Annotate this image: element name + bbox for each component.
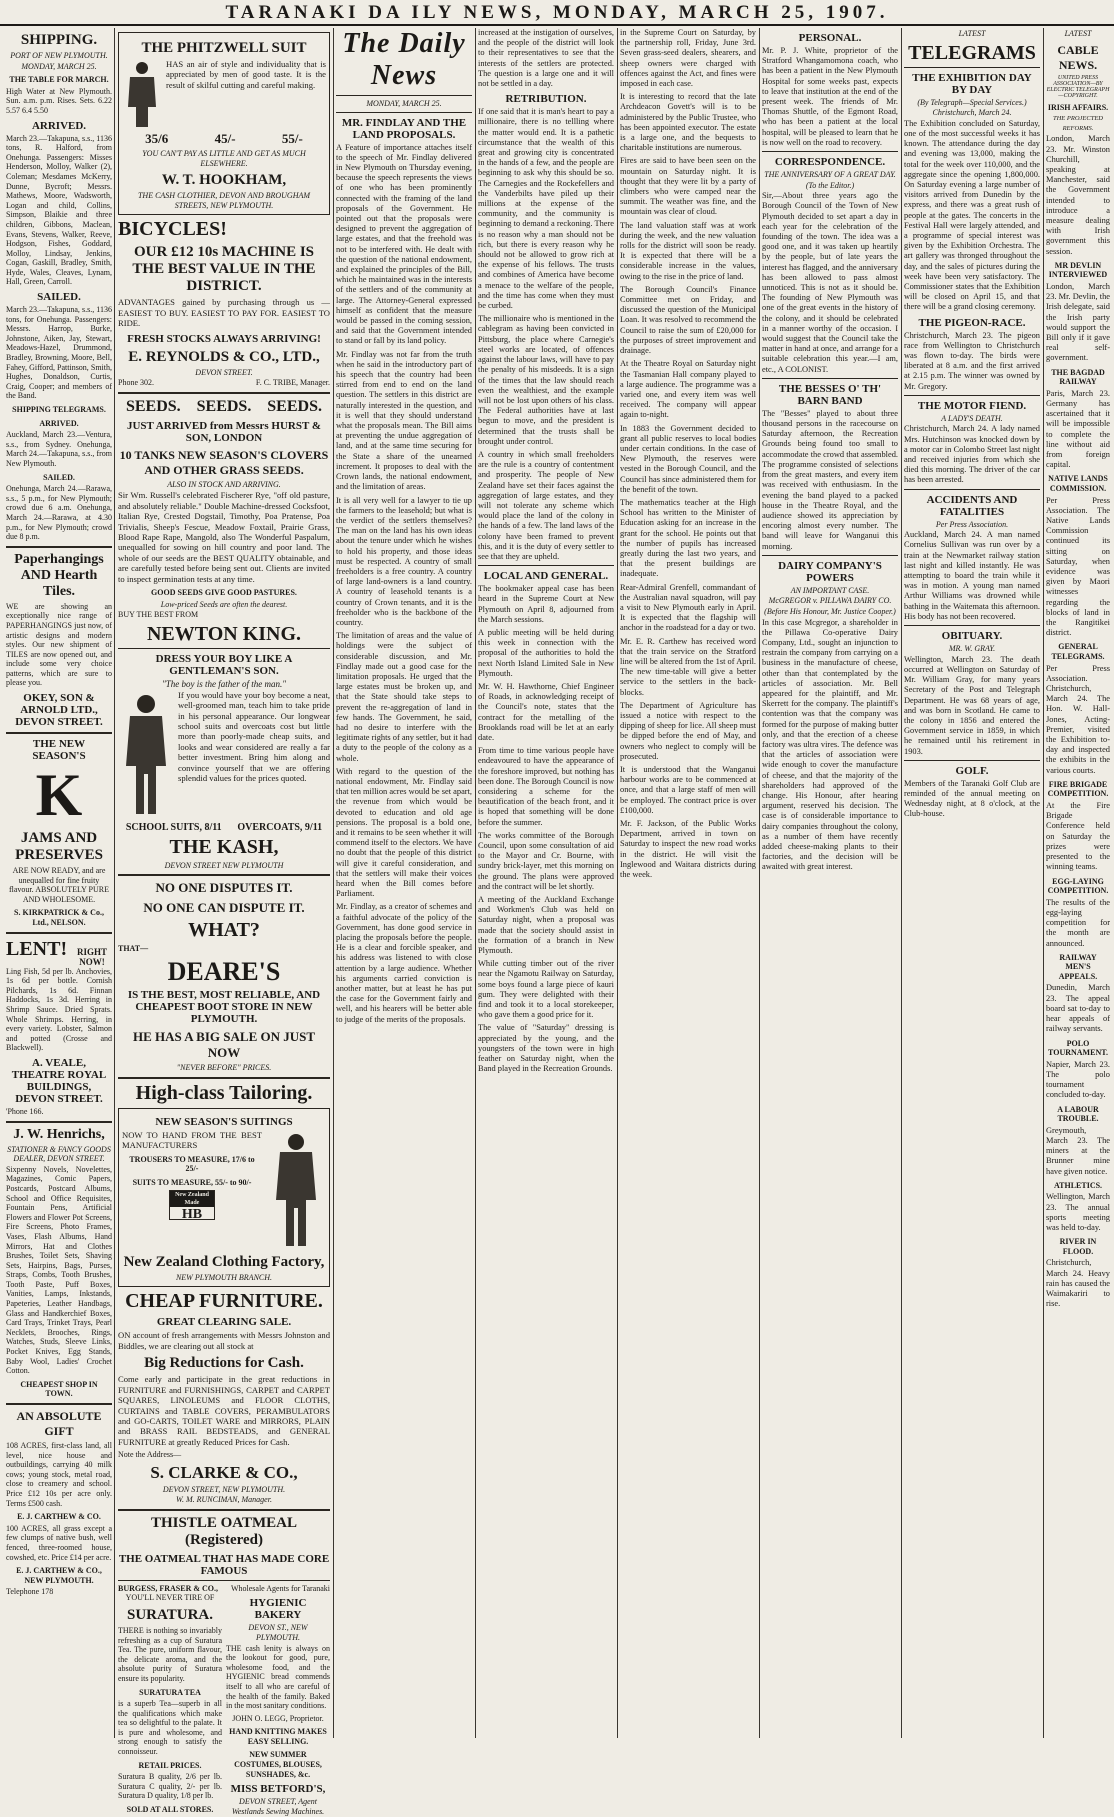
column-retribution-local: [478, 28, 614, 1738]
golf-text: Members of the Taranaki Golf Club are reminded of the annual meeting on Wednesday night, at 8 o'clock, at the Club-house.: [904, 778, 1040, 819]
reynolds-manager: F. C. TRIBE, Manager.: [255, 378, 330, 388]
suratura-tea: SURATURA TEA: [139, 1687, 201, 1697]
obituary-sub: MR. W. GRAY.: [948, 644, 996, 654]
local-item: While cutting timber out of the river near the Ngamotu Railway on Saturday, some boys found a large piece of kauri gum. They were delighted with their find and took it to a local storekeeper, who gave them a good price for it.: [478, 959, 614, 1020]
hygienic-owner: JOHN O. LEGG, Proprietor.: [232, 1713, 324, 1723]
suratura-pre: YOU'LL NEVER TIRE OF: [125, 1593, 215, 1603]
paperhangings-text: WE are showing an exceptionally nice range of PAPERHANGINGS just now, of artistic designs and modern styles. Our new shipment of TILES are now opened out, and include some very choice patterns, which are sure to please you.: [6, 601, 112, 688]
nz-factory: New Zealand Clothing Factory,: [123, 1253, 325, 1270]
athletics-heading: ATHLETICS.: [1053, 1180, 1103, 1190]
telegrams-heading: TELEGRAMS: [908, 41, 1036, 64]
accidents-sub: Per Press Association.: [935, 519, 1009, 529]
article-paragraph: The millionaire who is mentioned in the cablegram as having been convicted in Pittsburg, the place where Carnegie's steel works are located, of offences against the labour laws, will have to pay the penalty of his misdeeds. It is a sign of the times that the law should reach even the wealthiest, and the example will not be lost upon others of his class. The Federal authorities have at last begun to move, and the president is determined that the trusts shall be brought under control.: [478, 314, 614, 446]
pigeon-text: Christchurch, March 23. The pigeon race from Wellington to Christchurch was flown to-day. The birds were liberated at 8 a.m. and the first arrived at 2.15 p.m. The winner was owned by Mr. Gregory.: [904, 330, 1040, 391]
retribution-heading: RETRIBUTION.: [505, 93, 587, 106]
nz-branch: NEW PLYMOUTH BRANCH.: [175, 1272, 273, 1282]
gift-text-2: 100 ACRES, all grass except a few clumps of native bush, well fenced, three-roomed house, cowshed, etc. Price £14 per acre.: [6, 1523, 112, 1562]
divider: [118, 392, 330, 394]
dairy-sub: AN IMPORTANT CASE.: [790, 585, 870, 595]
bicycles-heading: BICYCLES!: [118, 218, 227, 241]
hand-knitting: HAND KNITTING MAKES EASY SELLING.: [229, 1727, 327, 1746]
jams-text: ARE NOW READY, and are unequalled for fine fruity flavour. ABSOLUTELY PURE AND WHOLESOME.: [8, 866, 109, 904]
k-brand-letter: K: [35, 762, 83, 829]
exhibition-heading: THE EXHIBITION DAY BY DAY: [912, 71, 1032, 96]
correspondence-letter: Sir,—About three years ago the Borough Council of the Town of New Plymouth decided to set apart a day in each year for the celebration of the founding of the town. The idea was a good one, and it was taken up heartily by the people, but of late years the interest has flagged, and the anniversary has been allowed to pass almost unnoticed. This is not as it should be. The founding of New Plymouth was one of the great events in the history of the colony, and it should be celebrated in a manner worthy of the occasion. I would suggest that the Council take the matter in hand at once, and arrange for a suitable celebration this year.—I am, etc., A COLONIST.: [762, 191, 898, 374]
lent-heading: LENT!: [6, 937, 68, 960]
seeds-word: SEEDS.: [196, 397, 252, 415]
dairy-parties: McGREGOR v. PILLAWA DAIRY CO.: [768, 596, 892, 606]
native-lands-text: Per Press Association. The Native Lands Commission continued its sitting on Saturday, when evidence was given by Maori witnesses regarding the blocks of land in the Rangitikei district.: [1046, 495, 1110, 638]
telegrams-sailed-text: Onehunga, March 24.—Rarawa, s.s., 5 p.m., for New Plymouth; crowd due 6 a.m. Onehunga, March 24.—Rarawa, at 4.30 p.m., for New Plymouth; crowd due 8 p.m.: [6, 484, 112, 542]
clarke-address: DEVON STREET, NEW PLYMOUTH.: [162, 1484, 286, 1494]
seeds-arrived: JUST ARRIVED from Messrs HURST & SON, LONDON: [126, 419, 322, 444]
nz-clothing-ad: [118, 1108, 330, 1288]
kash-body: [118, 690, 330, 820]
divider: [6, 732, 112, 734]
obituary-heading: OBITUARY.: [941, 630, 1003, 643]
suratura-prices: Suratura B quality, 2/6 per lb. Suratura C quality, 2/- per lb. Suratura D quality, 1/8 per lb.: [118, 1772, 222, 1801]
sailed-list: March 23.—Takapuna, s.s., 1136 tons, for Onehunga. Passengers: Messrs. Harrop, Burke, Johnstone, Aiken, Jay, Stewart, Meadows-Hazel, Drummond, Bradley, Browning, Moore, Bell, Fahey, Gifford, Pattinson, Smith, Hughes, Donaldson, Curtis, Craig, Cooper; and members of the Band.: [6, 305, 112, 401]
reynolds-name: E. REYNOLDS & CO., LTD.,: [128, 348, 320, 365]
bike-text: ADVANTAGES gained by purchasing through us — EASIEST TO BUY. EASIEST TO PAY FOR. EASIEST TO RIDE.: [118, 297, 330, 329]
divider: [6, 1121, 112, 1123]
polo-text: Napier, March 23. The polo tournament concluded to-day.: [1046, 1059, 1110, 1100]
local-item: A public meeting will be held during this week in connection with the proposal of the authorities to hold the next North Island Limited Sale in New Plymouth.: [478, 627, 614, 678]
editorial-paragraph: Mr. Findlay, as a creator of schemes and a faithful advocate of the policy of the Government, has done good service in placing the proposals before the people. He is a clear and forcible speaker, and his address was listened to with close attention by a large audience. Whether his arguments carried conviction is another matter, but at least he has put the case for the Government fairly and well, and his hearers will be better able to judge of the merits of the proposals.: [336, 902, 472, 1024]
burgess-firm: BURGESS, FRASER & CO.,: [118, 1583, 219, 1593]
reynolds-address: DEVON STREET.: [195, 367, 253, 377]
latest-label: LATEST: [1064, 29, 1092, 38]
irish-text: London, March 23. Mr. Winston Churchill, speaking at Manchester, said the Government intended to introduce a measure dealing with Irish government this session.: [1046, 134, 1110, 256]
kash-prices: [118, 822, 330, 833]
reynolds-footer: [118, 378, 330, 388]
deare-that: THAT—: [118, 944, 149, 954]
column-telegrams: [904, 28, 1040, 1738]
big-reductions: Big Reductions for Cash.: [144, 1355, 304, 1372]
suratura-heading: SURATURA.: [127, 1606, 213, 1623]
column-editorial: [336, 28, 472, 1738]
carthew-phone: Telephone 178: [6, 1587, 54, 1597]
telegrams-arrived-heading: ARRIVED.: [39, 418, 79, 428]
hygienic-address: DEVON ST., NEW PLYMOUTH.: [248, 1623, 308, 1642]
local-item: The mathematics teacher at the High School has written to the Minister of Education asking for an increase in the grant for the school. He points out that the number of pupils has increased greatly during the last two years, and that the present buildings are inadequate.: [620, 497, 756, 579]
shipping-date: MONDAY, MARCH 25.: [21, 61, 97, 71]
exhibition-sub: (By Telegraph—Special Services.): [917, 97, 1027, 107]
column-shipping-ads: [6, 28, 112, 1738]
bike-offer: OUR £12 10s MACHINE IS THE BEST VALUE IN THE DISTRICT.: [132, 244, 316, 295]
divider: [904, 67, 1040, 68]
cable-news-sub: UNITED PRESS ASSOCIATION—BY ELECTRIC TELEGRAPH—COPYRIGHT.: [1046, 74, 1110, 99]
divider: [118, 874, 330, 876]
shipping-heading: SHIPPING.: [20, 32, 98, 48]
besses-text: The "Besses" played to about three thousand persons in the racecourse on Saturday afternoon, the Recreation Grounds being found too small to accommodate the crowd that assembled. The programme consisted of selections from the great masters, and every item was received with enthusiasm. In the evening the band played to a packed house in the Theatre Royal, and the audience showed its appreciation by encoring almost every number. The band will leave for Wanganui this morning.: [762, 408, 898, 551]
seeds-tanks: 10 TANKS NEW SEASON'S CLOVERS AND OTHER GRASS SEEDS.: [119, 447, 329, 477]
local-item: The land valuation staff was at work during the week, and the new valuation rolls for the district will soon be ready. It is expected that there will be a considerable increase in the values, owing to the rise in the price of land.: [620, 220, 756, 281]
accidents-heading: ACCIDENTS AND FATALITIES: [926, 493, 1018, 518]
price: 35/6: [145, 131, 169, 146]
column-local-continued: [620, 28, 756, 1738]
telegrams-sailed-heading: SAILED.: [43, 472, 75, 482]
irish-sub: THE PROJECTED REFORMS.: [1052, 115, 1103, 132]
kash-quote: "The boy is the father of the man.": [161, 678, 287, 689]
jams-new-season: THE NEW SEASON'S: [32, 738, 86, 763]
lent-items: Ling Fish, 5d per lb. Anchovies, 1s 6d per bottle. Cornish Pilchards, 1s 6d. Finnan Haddocks, 1s 3d. Herring in Shrimp Sauce. Dried Sprats. Whole Shrimps. Herring, in every variety. Lobster, Salmon and potted (Crosse and Blackwell).: [6, 966, 112, 1053]
arrived-list: March 23.—Takapuna, s.s., 1136 tons, R. Halford, from Onehunga. Passengers: Misses Henderson, Molloy, Walker (2), Coleman; Mesdames McKerry, Dunne, Bycroft; Messrs. Mathews, Moore, Wadsworth, Logan and child, Collins, Simpson, Blaikie and three children, Gibbons, Maclean, Evans, Stevens, Walker, Reeve, Hodgson, Fishes, Goddard, Molloy, Lindsay, Jenkins, Cogan, Gaskill, Bradley, Smith, Hyde, Wales, Cleaves, Lynam, Hall, Green, Carroll.: [6, 133, 112, 287]
suratura-sold: SOLD AT ALL STORES.: [126, 1805, 214, 1815]
general-telegrams-heading: GENERAL TELEGRAMS.: [1051, 642, 1105, 662]
column-advertisements: [118, 28, 330, 1816]
carthew-firm: E. J. CARTHEW & CO.: [17, 1512, 101, 1522]
divider: [904, 760, 1040, 761]
egg-laying-heading: EGG-LAYING COMPETITION.: [1047, 876, 1109, 896]
cheapest-shop: CHEAPEST SHOP IN TOWN.: [20, 1379, 98, 1399]
newton-pre: BUY THE BEST FROM: [118, 610, 199, 620]
nz-body: [122, 1130, 326, 1250]
seeds-text: Sir Wm. Russell's celebrated Fischerer Rye, "off old pasture, and absolutely reliable." Double Machine-dressed Cocksfoot, Italian Rye, Crested Dogstail, Timothy, Poa Pratense, Poa Trivialis, Sheep's Fescue, Meadow Foxtail, Prairie Grass, Blood Rape Rape, Mangold, also The Wonderful Paspalum, unequalled for sowing on hill country and poor land. The whole of our seeds are the BEST QUALITY obtainable, and are carefully tested before being sent out. Clients are invited to inspect germination tests at any time.: [118, 490, 330, 584]
column-rule: [617, 28, 618, 1738]
labour-text: Greymouth, March 23. The miners at the Brunner mine have given notice.: [1046, 1125, 1110, 1176]
motor-text: Christchurch, March 24. A lady named Mrs. Hutchinson was knocked down by a motor car in Colombo Street last night and received injuries from which she died this morning. The driver of the car has been arrested.: [904, 424, 1040, 485]
article-paragraph: increased at the instigation of ourselves, and the people of the district will look to their representatives to see that the interests of the settlers are protected. The question is a large one and it will not be settled in a day.: [478, 28, 614, 89]
local-item: The Department of Agriculture has issued a notice with respect to the dipping of sheep for lice. All sheep must be dipped before the end of May, and owners who neglect to comply will be prosecuted.: [620, 700, 756, 761]
right-now: RIGHT NOW!: [76, 946, 107, 967]
local-item: It is understood that the Wanganui harbour works are to be commenced at once, and that a large staff of men will be employed. The contract price is over £100,000.: [620, 765, 756, 815]
local-item: Mr. F. Jackson, of the Public Works Department, arrived in town on Saturday to inspect the new road works in the district. He will visit the Inglewood and Waitara districts during the week.: [620, 819, 756, 880]
deare-line-1: NO ONE DISPUTES IT.: [155, 880, 293, 896]
nz-suitings: NEW SEASON'S SUITINGS: [155, 1115, 293, 1128]
tide-table: High Water at New Plymouth. Sun. a.m. p.m. Rises. Sets. 6.22 5.57 6.4 5.50: [6, 86, 112, 115]
newspaper-masthead: TARANAKI DA ILY NEWS, MONDAY, MARCH 25, 1907.: [0, 2, 1114, 26]
henrichs-heading: J. W. Henrichs,: [13, 1126, 105, 1142]
devlin-heading: MR DEVLIN INTERVIEWED: [1048, 260, 1108, 280]
dairy-heading: DAIRY COMPANY'S POWERS: [778, 559, 882, 584]
phitzwell-heading: THE PHITZWELL SUIT: [141, 40, 307, 56]
column-rule: [759, 28, 760, 1738]
suratura-text-2: is a superb Tea—superb in all the qualifications which make tea so delightful to the palate. It is pure and wholesome, and strong enough to satisfy the connoisseur.: [118, 1699, 222, 1757]
divider: [118, 1077, 330, 1079]
jams-heading: JAMS AND PRESERVES: [15, 830, 103, 864]
seeds-word: SEEDS.: [267, 397, 322, 415]
column-cable-news: [1046, 28, 1110, 1738]
school-suits: SCHOOL SUITS, 8/11: [125, 821, 222, 833]
man-figure-icon: [266, 1130, 326, 1250]
phitzwell-body: [122, 59, 326, 129]
motor-heading: THE MOTOR FIEND.: [917, 399, 1027, 412]
suratura-ad: [118, 1593, 222, 1817]
fire-brigade-heading: FIRE BRIGADE COMPETITION.: [1047, 779, 1109, 799]
veale-phone: 'Phone 166.: [6, 1106, 44, 1116]
betford-address: DEVON STREET, Agent Westlands Sewing Machines.: [231, 1797, 325, 1816]
okey-son-arnold: OKEY, SON & ARNOLD LTD., DEVON STREET.: [15, 692, 103, 729]
river-heading: RIVER IN FLOOD.: [1059, 1237, 1097, 1256]
hookham-name: W. T. HOOKHAM,: [161, 172, 287, 189]
divider: [336, 112, 472, 113]
shipping-telegrams-heading: SHIPPING TELEGRAMS.: [12, 405, 106, 414]
divider: [336, 95, 472, 96]
overcoats: OVERCOATS, 9/11: [237, 821, 323, 833]
column-rule: [114, 28, 115, 1738]
divider: [762, 378, 898, 379]
column-rule: [901, 28, 902, 1738]
river-text: Christchurch, March 24. Heavy rain has caused the Waimakariri to rise.: [1046, 1258, 1110, 1309]
divider: [904, 489, 1040, 490]
local-general-heading: LOCAL AND GENERAL.: [483, 570, 609, 583]
column-rule: [1043, 28, 1044, 1738]
labour-heading: A LABOUR TROUBLE.: [1057, 1104, 1099, 1124]
newton-king-heading: NEWTON KING.: [146, 622, 302, 645]
seeds-good: GOOD SEEDS GIVE GOOD PASTURES.: [151, 588, 297, 598]
correspondence-to: (To the Editor.): [805, 180, 855, 190]
deare-big-sale: HE HAS A BIG SALE ON JUST NOW: [132, 1029, 316, 1061]
fire-brigade-text: At the Fire Brigade Conference held on Saturday the prizes were presented to the winning teams.: [1046, 801, 1110, 872]
motor-sub: A LADY'S DEATH.: [941, 413, 1003, 423]
local-item: Mr. E. R. Carthew has received word that the train service on the Stratford line will be altered from the 1st of April. The new time-table will give a better service to the settlers in the back-blocks.: [620, 636, 756, 697]
suit-figure-icon: [122, 59, 162, 129]
burgess-agents: Wholesale Agents for Taranaki: [230, 1583, 330, 1593]
bagdad-text: Paris, March 23. Germany has ascertained that it will be impossible to complete the line without aid from foreign capital.: [1046, 388, 1110, 470]
kash-address: DEVON STREET NEW PLYMOUTH: [164, 860, 284, 870]
arrived-heading: ARRIVED.: [31, 119, 87, 132]
sailed-heading: SAILED.: [37, 291, 81, 304]
daily-news-logo: The Daily News: [342, 28, 466, 91]
bagdad-heading: THE BAGDAD RAILWAY: [1051, 367, 1105, 387]
editorial-paragraph: Mr. Findlay was not far from the truth when he said in the introductory part of his speech that the country had been stirred from end to end on the land question. The settlers in this district are naturally interested in the question, and it is well that they should understand what the proposals mean. The Bill aims at preventing the undue aggregation of land, and at the same time securing for the State a share of the unearned increment. It proposes to deal with the Crown lands, the national endowment, and the limitation of areas.: [336, 349, 472, 492]
phitzwell-tagline: YOU CAN'T PAY AS LITTLE AND GET AS MUCH ELSEWHERE.: [142, 149, 306, 168]
cable-news-heading: CABLE NEWS.: [1057, 42, 1099, 72]
divider: [118, 1580, 330, 1581]
local-item: At the Theatre Royal on Saturday night the Tasmanian Hall company played to a large audience. The programme was a varied one, and every item was well received. The company will appear again to-night.: [620, 359, 756, 420]
hygienic-text: THE cash lenity is always on the lookout for good, pure, wholesome food, and the HYGIENIC bread commends itself to all who are careful of the health of the family. Baked in the most sanitary conditions.: [226, 1643, 330, 1711]
article-paragraph: A country in which small freeholders are the rule is a country of contentment and prosperity. The people of New Zealand have set their faces against the aggregation of large estates, and they will not tolerate any scheme which would place the land of the colony in the hands of a few. The land laws of the colony have been framed to prevent this, and it is the duty of every settler to see that they are upheld.: [478, 449, 614, 561]
hookham-address: THE CASH CLOTHIER, DEVON AND BROUGHAM STREETS, NEW PLYMOUTH.: [137, 191, 311, 210]
correspondence-subheading: THE ANNIVERSARY OF A GREAT DAY.: [764, 170, 896, 180]
reynolds-phone: Phone 302.: [118, 378, 154, 388]
divider: [762, 151, 898, 152]
cheap-text-2: Come early and participate in the great reductions in FURNITURE and FURNISHINGS, CARPET and CARPET SQUARES, LINOLEUMS and FLOOR CLOTHS, CURTAINS and TABLE COVERS, PERAMBULATORS and GO-CARTS, TOILET WARE and MIRRORS, PLAIN and BRASS RAIL BEDSTEADS, and GENERAL FURNITURE at greatly Reduced Prices for Cash.: [118, 1374, 330, 1447]
cheap-furniture-heading: CHEAP FURNITURE.: [125, 1290, 323, 1313]
burgess-line: [118, 1584, 330, 1594]
thistle-sub: THE OATMEAL THAT HAS MADE CORE FAMOUS: [118, 1552, 330, 1577]
price: 45/-: [214, 131, 236, 146]
seeds-low: Low-priced Seeds are often the dearest.: [160, 599, 288, 609]
railway-heading: RAILWAY MEN'S APPEALS.: [1058, 952, 1098, 981]
editorial-paragraph: The limitation of areas and the value of holdings were the subject of considerable discussion, and Mr. Findlay made out a good case for the limitation proposals. He urged that the large estates must be broken up, and that the State should take steps to prevent the re-aggregation of land in few hands. The Government, he said, had no desire to interfere with the legitimate rights of any settler, but it had a duty to the people of the colony as a whole.: [336, 631, 472, 763]
obituary-text: Wellington, March 23. The death occurred at Wellington on Saturday of Mr. William Gray, for many years Secretary of the Post and Telegraph Department. He was 68 years of age, and was born in Scotland. He came to the colony in 1856 and entered the Government service in 1859, in which he remained until his retirement in 1903.: [904, 654, 1040, 756]
nz-left: [122, 1130, 262, 1250]
seeds-heading: [118, 398, 330, 416]
telegrams-arrived-text: Auckland, March 23.—Ventura, s.s., from Sydney. Onehunga, March 24.—Takapuna, s.s., from New Plymouth.: [6, 430, 112, 468]
paperhangings-heading: Paperhangings AND Hearth Tiles.: [14, 551, 104, 599]
thistle-heading: THISTLE OATMEAL (Registered): [150, 1514, 297, 1548]
hb-brand-icon: [169, 1190, 215, 1223]
golf-heading: GOLF.: [955, 764, 989, 777]
clarke-manager: W. M. RUNCIMAN, Manager.: [176, 1495, 272, 1505]
bike-stock: FRESH STOCKS ALWAYS ARRIVING!: [127, 332, 321, 345]
tide-heading: THE TABLE FOR MARCH.: [9, 75, 109, 85]
carthew-firm-2: E. J. CARTHEW & CO., NEW PLYMOUTH.: [16, 1566, 102, 1585]
latest-label: LATEST: [958, 29, 986, 38]
phitzwell-ad: [118, 32, 330, 215]
egg-laying-text: The results of the egg-laying competition for the month are announced.: [1046, 897, 1110, 948]
local-item: A meeting of the Auckland Exchange and Workmen's Club was held on Saturday night, when a proposal was made that the society should assist in the formation of a branch in New Plymouth.: [478, 895, 614, 956]
irish-heading: IRISH AFFAIRS.: [1047, 102, 1109, 112]
devlin-text: London, March 23. Mr. Devlin, the Irish delegate, said the Irish party would support the Bill only if it gave real self-government.: [1046, 282, 1110, 363]
divider: [478, 565, 614, 566]
clarke-name: S. CLARKE & CO.,: [150, 1462, 298, 1482]
local-item: Mr. W. H. Hawthorne, Chief Engineer of Roads, in acknowledging receipt of the Council's note, states that the contract for the metalling of the Brooklands road will be let at an early date.: [478, 681, 614, 742]
personal-heading: PERSONAL.: [798, 32, 862, 44]
divider: [118, 648, 330, 649]
deare-line-2: NO ONE CAN DISPUTE IT.: [143, 900, 305, 916]
hb-letters: HB: [181, 1207, 203, 1223]
correspondence-heading: CORRESPONDENCE.: [774, 156, 886, 169]
shipping-port: PORT OF NEW PLYMOUTH.: [10, 51, 108, 60]
deare-text: IS THE BEST, MOST RELIABLE, AND CHEAPEST BOOT STORE IN NEW PLYMOUTH.: [127, 989, 321, 1026]
local-item: in the Supreme Court on Saturday, by the partnership roll, Friday, June 3rd. Seven grass-seed dealers, shearers, and sheep owners were charged with offences against the Act, and fines were imposed in each case.: [620, 28, 756, 89]
local-item: From time to time various people have endeavoured to have the appearance of the foreshore improved, but nothing has been done. The Borough Council is now considering a scheme for the beautification of the beach front, and it is hoped that something will be done before the summer.: [478, 746, 614, 827]
local-item: Fires are said to have been seen on the mountain on Saturday night. It is thought that they were lit by a party of climbers who were camped near the summit. The weather was fine, and the mountain was clear of cloud.: [620, 156, 756, 217]
column-rule: [475, 28, 476, 1738]
bottom-ads: [118, 1593, 330, 1817]
hb-label: New Zealand Made: [170, 1191, 214, 1207]
tailoring-heading: High-class Tailoring.: [135, 1081, 313, 1104]
divider: [904, 625, 1040, 626]
dairy-text: In this case Mcgregor, a shareholder in the Pillawa Co-operative Dairy Company, Ltd., sought an injunction to restrain the company from carrying on a business in the manufacture of cheese, other than that contemplated by the articles of association. Mr. Bell appeared for the plaintiff, and Mr. Skerrett for the company. The plaintiff's contention was that the company was formed for the purpose of making butter only, and that the erection of a cheese factory was ultra vires. The defence was that the articles of association were wide enough to cover the manufacture of cheese, and that the majority of the shareholders had approved of the change. His Honour, after hearing argument, reserved his decision. The case is of considerable importance to dairy companies throughout the colony, as a number of them have recently added cheese-making plants to their factories, and the decision will be awaited with great interest.: [762, 617, 898, 872]
local-item: The Borough Council's Finance Committee met on Friday, and discussed the question of the Municipal Loan. It was resolved to recommend the Council to raise the sum of £20,000 for the purposes of street improvement and drainage.: [620, 284, 756, 356]
henrichs-sub: STATIONER & FANCY GOODS DEALER, DEVON STREET.: [7, 1144, 111, 1164]
hygienic-ad: [226, 1593, 330, 1817]
local-item: It is interesting to record that the late Archdeacon Govett's will is to be administered by the Public Trustee, who has been appointed executor. The estate is a large one, and the bequests to charitable institutions are numerous.: [620, 92, 756, 153]
athletics-text: Wellington, March 23. The annual sports meeting was held to-day.: [1046, 1192, 1110, 1232]
the-kash-heading: THE KASH,: [169, 835, 279, 858]
nz-trousers: TROUSERS TO MEASURE, 17/6 to 25/-: [129, 1154, 255, 1174]
suratura-text: THERE is nothing so invariably refreshing as a cup of Suratura Tea. The pure, uniform flavour, the delicate aroma, and the absolute purity of Suratura ensure its popularity.: [118, 1625, 222, 1683]
editorial-date: MONDAY, MARCH 25.: [366, 99, 442, 108]
deares-heading: DEARE'S: [167, 957, 281, 986]
polo-heading: POLO TOURNAMENT.: [1048, 1038, 1108, 1058]
kash-heading: DRESS YOUR BOY LIKE A GENTLEMAN'S SON.: [155, 652, 293, 677]
deare-never: "NEVER BEFORE" PRICES.: [176, 1063, 272, 1073]
seeds-word: SEEDS.: [125, 397, 181, 415]
exhibition-text: The Exhibition concluded on Saturday, one of the most successful weeks it has known. The attendance during the day and evening was 13,000, making the total for the week over 110,000, and the aggregate since the opening 1,800,000. On Saturday evening a large number of visitors arrived from Dunedin by the express, and there was a great rush of people at the gates. The concerts in the Festival Hall were largely attended, and a programme of special interest was given by the Exhibition Orchestra. The art gallery was thronged throughout the day, and the sales of pictures during the week have been very satisfactory. The Commissioner states that the Exhibition will be closed on April 15, and that there will be a grand closing ceremony.: [904, 118, 1040, 312]
article-paragraph: If one said that it is man's heart to pay a millionaire, there is no tellling where the matter would end. It is a pathetic circumstance that the wealth of this great and growing city is concentrated in the hands of a few, and the people are beginning to ask why this should be so. The Carnegies and the Rockefellers and the Vanderbilts have piled up their millions at the expense of the community, and the community is beginning to demand a reckoning. There is no reason why a man should not be rich, but there is every reason why he should not be allowed to grow rich at the expense of his fellows. The trusts and combines of America have become a menace to the welfare of the people, and the time has come when they must be curbed.: [478, 107, 614, 311]
native-lands-heading: NATIVE LANDS COMMISSION.: [1048, 474, 1108, 494]
local-item: The works committee of the Borough Council, upon some consultation of aid to the Mayor and Cr. Bourne, with sundry brick-layer, met this morning on the ground. The plans were approved and the contract will be let shortly.: [478, 830, 614, 891]
exhibition-dateline: Christchurch, March 24.: [932, 108, 1012, 118]
kash-text: If you would have your boy become a neat, well-groomed man, teach him to take pride in his personal appearance. Our longwear school suits and overcoats cost but little more than poorly-made cheap suits, and looks and wear considered are really a far better investment. Bring him along and convince yourself that we are offering splendid values for the prices quoted.: [178, 689, 330, 784]
local-item: Rear-Admiral Grenfell, commandant of the Australian naval squadron, will pay a visit to New Plymouth early in April. It is expected that the flagship will anchor in the roadstead for a day or two.: [620, 582, 756, 633]
editorial-paragraph: It is all very well for a lawyer to tie up the farmers to the leasehold; but what is the verdict of the settlers themselves? The man on the land has his own ideas about the tenure under which he wishes to hold his property, and those ideas must be respected. A country of small freeholders is a free country. A country of large land-owners is a land country. A country of leasehold tenants is a country of Crown tenants, and it is the freeholder who is the backbone of the country.: [336, 495, 472, 627]
pigeon-heading: THE PIGEON-RACE.: [918, 316, 1026, 329]
divider: [6, 932, 112, 934]
column-rule: [333, 28, 334, 1738]
henrichs-text: Sixpenny Novels, Novelettes, Magazines, Comic Papers, Postcards, Postcard Albums, School and Office Requisites, Fountain Pens, Artificial Flowers and Flower Pot Screens, Fire Screens, Photo Frames, Vases, Flash Albums, Hand Mirrors, Hat and Clothes Brushes, Toilet Sets, Shaving Sets, Hairpins, Bags, Purses, Straps, Combs, Tooth Brushes, Tooth Paste, Puff Boxes, Vanities, Lamps, Inkstands, Papeteries, Leather Handbags, Glass and Handkerchief Boxes, Card Trays, Trinket Trays, Pearl Necklets, Brooches, Rings, Watches, Studs, Sleeve Links, Pocket Knives, Egg Stands, Baby Wool, Ladies' Crochet Cotton.: [6, 1164, 112, 1376]
boy-figure-icon: [118, 690, 174, 820]
personal-text: Mr. P. J. White, proprietor of the Stratford Whangamomona coach, who has been a patient in the New Plymouth Hospital for some weeks past, expects to leave that institution at the end of the present week. The friends of Mr. Thomas Shuttle, of the Egmont Road, who has been a patient at the local hospital, will be pleased to learn that he is now well on the road to recovery.: [762, 46, 898, 147]
phitzwell-text: HAS an air of style and individuality that is appreciated by men of good taste. It is the result of skilful cutting and careful making.: [166, 59, 326, 90]
besses-heading: THE BESSES O' TH' BARN BAND: [778, 382, 882, 407]
nz-text: NOW TO HAND FROM THE BEST MANUFACTURERS: [122, 1129, 262, 1151]
dairy-before: (Before His Honour, Mr. Justice Cooper.): [764, 606, 896, 616]
cheap-text: ON account of fresh arrangements with Messrs Johnston and Biddles, we are clearing out all stock at: [118, 1330, 330, 1351]
price: 55/-: [281, 131, 303, 146]
lent-header: [6, 938, 112, 967]
gift-text: 108 ACRES, first-class land, all level, nice house and outbuildings, carrying 40 milk cows; young stock, metal road, close to creamery and school. Price £12 10s per acre only. Terms £500 cash.: [6, 1441, 112, 1508]
hygienic-heading: HYGIENIC BAKERY: [249, 1597, 307, 1622]
divider: [118, 1509, 330, 1511]
clearing-sale: GREAT CLEARING SALE.: [156, 1316, 292, 1329]
phitzwell-prices: [122, 131, 326, 147]
editorial-paragraph: With regard to the question of the national endowment, Mr. Findlay said that ten million acres would be set apart, the revenue from which would be devoted to education and old age pensions. The proposal is a bold one, and it remains to be seen whether it will commend itself to the electors. We have no doubt that the people of this district will give it careful consideration, and that the settlers will make their voices heard when the Bill comes before Parliament.: [336, 766, 472, 899]
accidents-text: Auckland, March 24. A man named Cornelius Sullivan was run over by a train at the Newmarket railway station last night and killed instantly. He was attempting to board the train while it was in motion. A young man named Arthur Williams was drowned while bathing in the Waitemata this afternoon. His body has not been recovered.: [904, 530, 1040, 621]
betford-name: MISS BETFORD'S,: [230, 1783, 326, 1796]
cheap-note: Note the Address—: [118, 1450, 182, 1460]
absolute-gift-heading: AN ABSOLUTE GIFT: [16, 1409, 102, 1438]
general-telegrams-text: Per Press Association. Christchurch, March 24. The Hon. W. Hall-Jones, Acting-Premier, visited the Exhibition to-day and inspected the exhibits in the various courts.: [1046, 663, 1110, 775]
seeds-also: ALSO IN STOCK AND ARRIVING.: [167, 479, 281, 489]
nz-suits: SUITS TO MEASURE, 55/- to 90/-: [132, 1177, 252, 1187]
column-personal-correspondence: [762, 28, 898, 1738]
divider: [6, 546, 112, 548]
divider: [904, 395, 1040, 396]
deare-what: WHAT?: [188, 919, 260, 942]
local-item: The value of "Saturday" dressing is appreciated by the young, and the youngsters of the town were in high feather on Saturday night, when the Band played in the Recreation Grounds.: [478, 1023, 614, 1074]
suratura-prices-heading: RETAIL PRICES.: [138, 1760, 202, 1770]
kirkpatrick-firm: S. KIRKPATRICK & Co., Ltd., NELSON.: [14, 908, 104, 928]
railway-text: Dunedin, March 23. The appeal board sat to-day to hear appeals of railway servants.: [1046, 983, 1110, 1034]
divider: [6, 1403, 112, 1405]
local-item: The bookmaker appeal case has been heard in the Supreme Court at New Plymouth on April 8, adjourned from the March sessions.: [478, 584, 614, 624]
veale-firm: A. VEALE, THEATRE ROYAL BUILDINGS, DEVON STREET.: [11, 1056, 107, 1105]
local-item: In 1883 the Government decided to grant all public reserves to local bodies under certain conditions. In the case of New Plymouth, the reserves were vested in the Borough Council, and the Council has since administered them for the benefit of the town.: [620, 423, 756, 494]
summer-costumes: NEW SUMMER COSTUMES, BLOUSES, SUNSHADES, &c.: [234, 1750, 322, 1779]
editorial-headline: MR. FINDLAY AND THE LAND PROPOSALS.: [341, 116, 467, 141]
editorial-paragraph: A Feature of importance attaches itself to the speech of Mr. Findlay delivered in New Plymouth on Thursday evening, because the speech represents the views of one who has been prominently connected with the framing of the land proposals of the Government. He pointed out that the proposals were designed to prevent the aggregation of large estates, and that the freehold was not to be interfered with. He dealt with the question of the national endowment, and explained the principles of the Bill, which he maintained was in the interests of the settlers and of the community at large. The Attorney-General expressed himself as confident that the measure would be passed in the coming session, and said that the Government intended to stand or fall by its land policy.: [336, 142, 472, 346]
divider: [762, 555, 898, 556]
